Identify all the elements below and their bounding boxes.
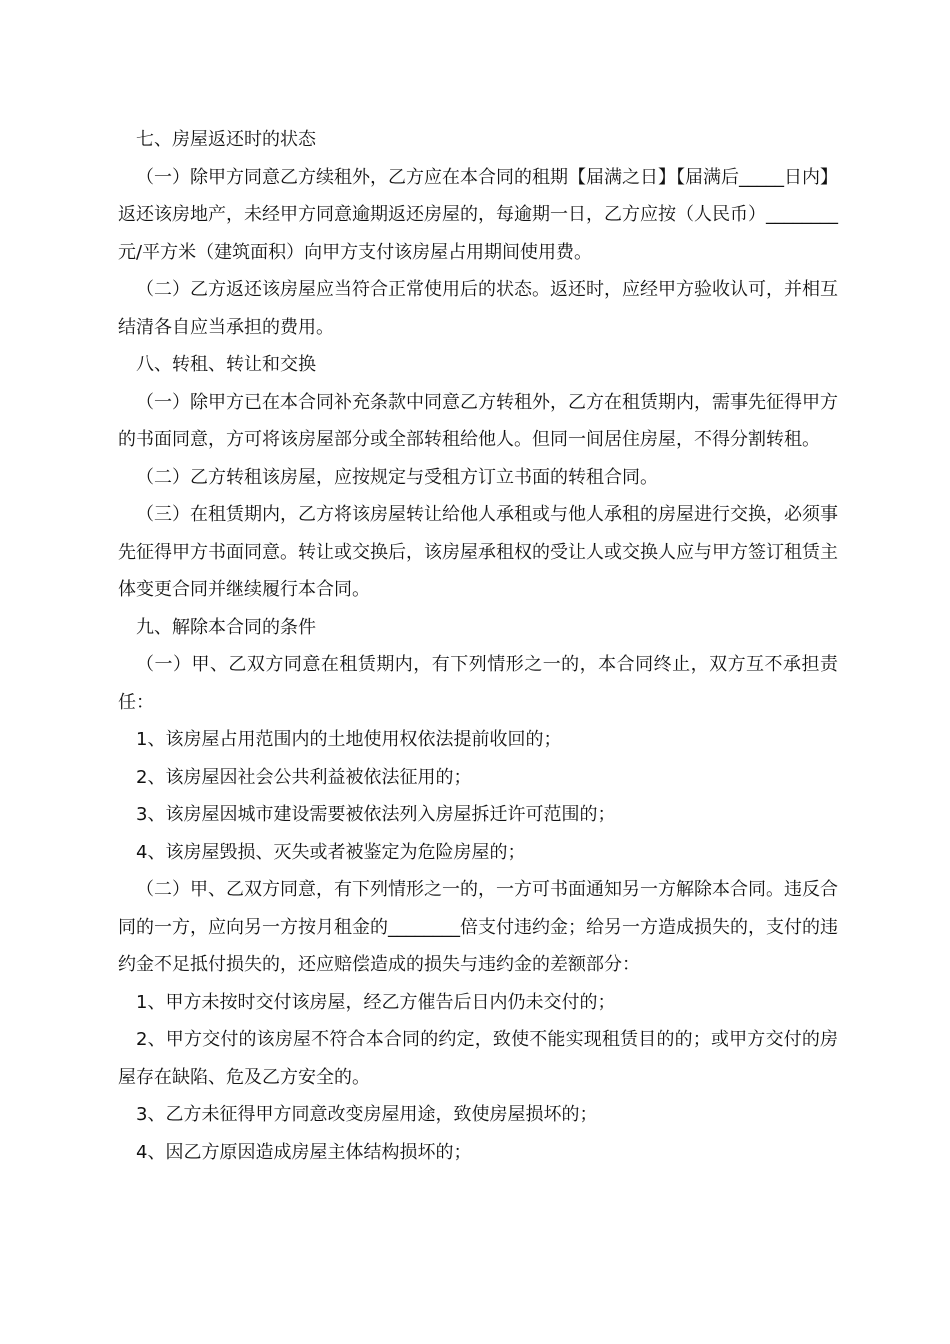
document-body — [118, 121, 838, 1171]
clause-8-3: （三）在租赁期内，乙方将该房屋转让给他人承租或与他人承租的房屋进行交换，必须事先征得甲方书面同意。转让或交换后，该房屋承租权的受让人或交换人应与甲方签订租赁主体变更合同并继续履行本合同。 — [118, 504, 838, 600]
section-heading-7: 七、房屋返还时的状态 — [136, 129, 316, 150]
clause-8-2: （二）乙方转租该房屋，应按规定与受租方订立书面的转租合同。 — [136, 466, 658, 488]
clause-7-2: （二）乙方返还该房屋应当符合正常使用后的状态。返还时，应经甲方验收认可，并相互结清各自应当承担的费用。 — [118, 279, 838, 338]
clause-8-1: （一）除甲方已在本合同补充条款中同意乙方转租外，乙方在租赁期内，需事先征得甲方的书面同意，方可将该房屋部分或全部转租给他人。但同一间居住房屋，不得分割转租。 — [118, 391, 838, 450]
clause-9-1-item-2: 2、该房屋因社会公共利益被依法征用的； — [136, 766, 472, 788]
section-heading-8: 八、转租、转让和交换 — [136, 354, 316, 375]
clause-9-2: （二）甲、乙双方同意，有下列情形之一的，一方可书面通知另一方解除本合同。违反合同的一方，应向另一方按月租金的________倍支付违约金；给另一方造成损失的，支付的违约金不足抵付损失的，还应赔偿造成的损失与违约金的差额部分： — [118, 879, 838, 975]
section-heading-9: 九、解除本合同的条件 — [136, 616, 316, 638]
clause-9-2-item-3: 3、乙方未征得甲方同意改变房屋用途，致使房屋损坏的； — [136, 1104, 598, 1125]
clause-9-1: （一）甲、乙双方同意在租赁期内，有下列情形之一的，本合同终止，双方互不承担责任： — [118, 654, 838, 713]
clause-9-2-item-2: 2、甲方交付的该房屋不符合本合同的约定，致使不能实现租赁目的的；或甲方交付的房屋存在缺陷、危及乙方安全的。 — [118, 1029, 838, 1088]
clause-9-2-item-1: 1、甲方未按时交付该房屋，经乙方催告后日内仍未交付的； — [136, 991, 616, 1013]
clause-9-1-item-3: 3、该房屋因城市建设需要被依法列入房屋拆迁许可范围的； — [136, 804, 616, 825]
clause-9-1-item-4: 4、该房屋毁损、灭失或者被鉴定为危险房屋的； — [136, 841, 526, 863]
clause-9-1-item-1: 1、该房屋占用范围内的土地使用权依法提前收回的； — [136, 729, 562, 750]
clause-7-1: （一）除甲方同意乙方续租外，乙方应在本合同的租期【届满之日】【届满后_____日内】返还该房地产，未经甲方同意逾期返还房屋的，每逾期一日，乙方应按（人民币）________元/平方米（建筑面积）向甲方支付该房屋占用期间使用费。 — [118, 166, 838, 263]
clause-9-2-item-4: 4、因乙方原因造成房屋主体结构损坏的； — [136, 1141, 472, 1163]
